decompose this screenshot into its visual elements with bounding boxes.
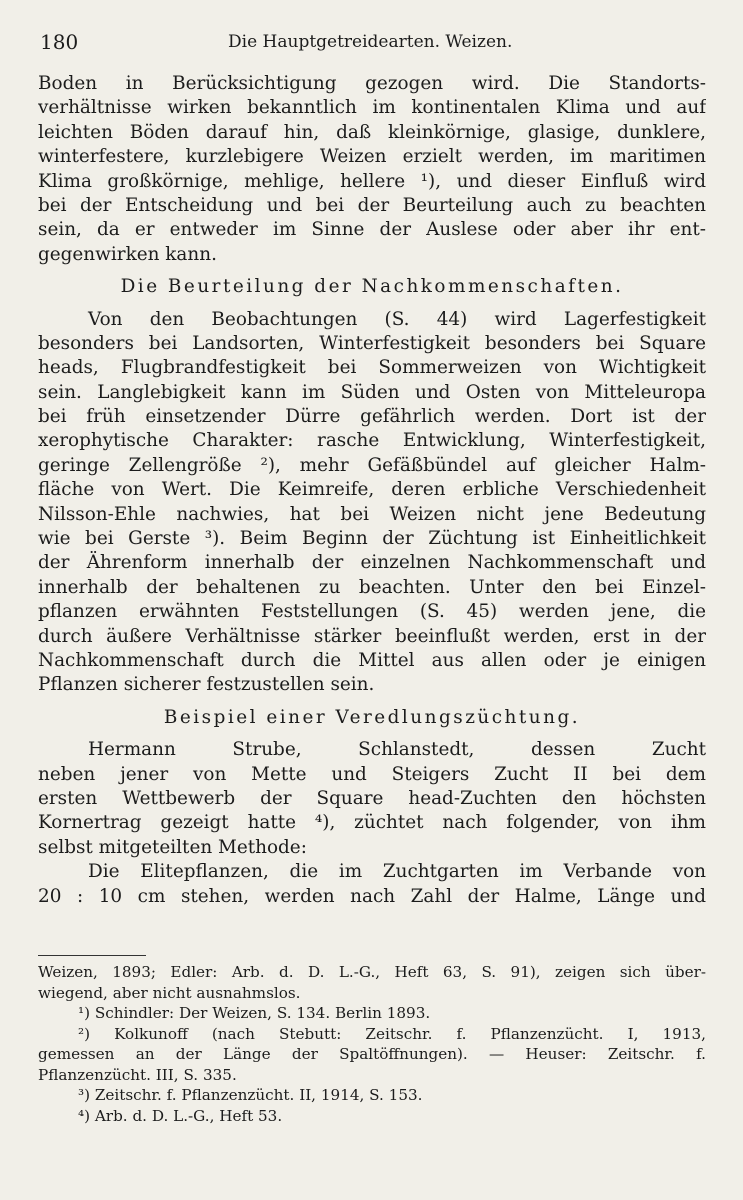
text-line: gegenwirken kann. xyxy=(38,243,217,265)
text-line: leichten Böden darauf hin, daß kleinkörnige, glasige, dunklere, xyxy=(38,121,706,143)
footnote-line: Weizen, 1893; Edler: Arb. d. D. L.-G., Heft 63, S. 91), zeigen sich über- xyxy=(38,963,706,981)
footnote-4: ⁴) Arb. d. D. L.-G., Heft 53. xyxy=(78,1106,283,1125)
text-line: innerhalb der behaltenen zu beachten. Unter den bei Einzel- xyxy=(38,576,706,598)
footnote-1: ¹) Schindler: Der Weizen, S. 134. Berlin 1893. xyxy=(78,1004,431,1022)
text-line: winterfestere, kurzlebigere Weizen erzielt werden, im maritimen xyxy=(38,146,706,168)
footnote-2: ²) Kolkunoff (nach Stebutt: Zeitschr. f. Pflanzenzücht. I, 1913, xyxy=(78,1024,706,1043)
text-line: neben jener von Mette und Steigers Zucht II bei dem xyxy=(38,763,706,785)
text-line: Die Elitepflanzen, die im Zuchtgarten im Verbande von xyxy=(88,861,706,883)
footnote-rule xyxy=(38,955,146,956)
paragraph-3 xyxy=(38,738,706,860)
text-line: Hermann Strube, Schlanstedt, dessen Zucht xyxy=(88,739,706,761)
page-number: 180 xyxy=(40,30,79,54)
footnotes xyxy=(38,962,706,1126)
text-line: bei früh einsetzender Dürre gefährlich werden. Dort ist der xyxy=(38,406,706,428)
paragraph-1 xyxy=(38,72,706,267)
footnote-line: Pflanzenzücht. III, S. 335. xyxy=(38,1065,237,1084)
text-line: sein, da er entweder im Sinne der Auslese oder aber ihr ent- xyxy=(38,219,706,241)
text-line: Von den Beobachtungen (S. 44) wird Lagerfestigkeit xyxy=(88,308,706,330)
text-line: pflanzen erwähnten Feststellungen (S. 45) werden jene, die xyxy=(38,601,706,623)
text-line: Klima großkörnige, mehlige, hellere ¹), und dieser Einfluß wird xyxy=(38,170,706,192)
text-line: Nachkommenschaft durch die Mittel aus allen oder je einigen xyxy=(38,649,706,671)
text-line: heads, Flugbrandfestigkeit bei Sommerweizen von Wichtigkeit xyxy=(38,357,706,379)
text-line: fläche von Wert. Die Keimreife, deren erbliche Verschiedenheit xyxy=(38,479,706,501)
text-line: xerophytische Charakter: rasche Entwicklung, Winterfestigkeit, xyxy=(38,430,706,452)
text-line: 20 : 10 cm stehen, werden nach Zahl der Halme, Länge und xyxy=(38,885,706,907)
text-line: sein. Langlebigkeit kann im Süden und Osten von Mitteleuropa xyxy=(38,381,706,403)
text-line: Boden in Berücksichtigung gezogen wird. Die Standorts- xyxy=(38,73,706,94)
footnote-line: gemessen an der Länge der Spaltöffnungen). — Heuser: Zeitschr. f. xyxy=(38,1045,706,1063)
text-line: Kornertrag gezeigt hatte ⁴), züchtet nach folgender, von ihm xyxy=(38,812,706,834)
text-line: selbst mitgeteilten Methode: xyxy=(38,836,307,858)
paragraph-2 xyxy=(38,308,706,698)
text-line: besonders bei Landsorten, Winterfestigkeit besonders bei Square xyxy=(38,332,706,354)
section-heading-example: Beispiel einer Veredlungszüchtung. xyxy=(163,706,581,728)
text-line: geringe Zellengröße ²), mehr Gefäßbündel auf gleicher Halm- xyxy=(38,454,706,476)
text-line: verhältnisse wirken bekanntlich im kontinentalen Klima und auf xyxy=(38,97,706,119)
text-line: der Ährenform innerhalb der einzelnen Nachkommenschaft und xyxy=(38,552,706,574)
text-line: durch äußere Verhältnisse stärker beeinflußt werden, erst in der xyxy=(38,625,706,647)
text-line: bei der Entscheidung und bei der Beurteilung auch zu beachten xyxy=(38,194,706,216)
text-line: ersten Wettbewerb der Square head-Zuchten den höchsten xyxy=(38,787,706,809)
main-text xyxy=(38,72,706,909)
paragraph-4 xyxy=(38,860,706,909)
text-line: Nilsson-Ehle nachwies, hat bei Weizen nicht jene Bedeutung xyxy=(38,503,706,525)
footnote-line: wiegend, aber nicht ausnahmslos. xyxy=(38,983,301,1002)
section-heading-assessment: Die Beurteilung der Nachkommenschaften. xyxy=(120,276,624,298)
footnote-3: ³) Zeitschr. f. Pflanzenzücht. II, 1914, S. 153. xyxy=(78,1086,423,1104)
text-line: Pflanzen sicherer festzustellen sein. xyxy=(38,674,375,696)
running-title: Die Hauptgetreidearten. Weizen. xyxy=(228,32,513,52)
text-line: wie bei Gerste ³). Beim Beginn der Züchtung ist Einheitlichkeit xyxy=(38,528,706,550)
page-header xyxy=(40,28,703,58)
